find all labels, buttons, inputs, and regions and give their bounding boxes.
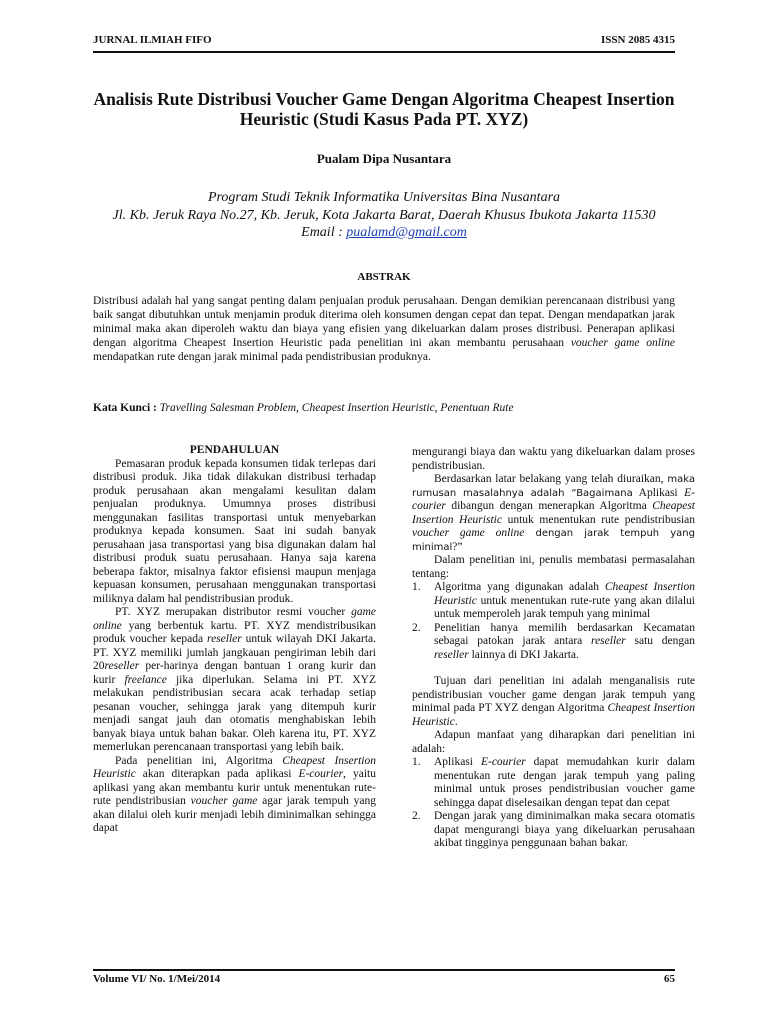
abstract-text: Distribusi adalah hal yang sangat penting dalam penjualan produk perusahaan. Dengan demikian perencanaan distribusi yang baik sangat dibutuhkan untuk menjamin produk diterima oleh konsumen dengan cepat dan tepat. Dengan mendapatkan jarak minimal maka akan diperoleh waktu dan biaya yang efisien yang dikeluarkan dalam proses distribusi. Penerapan aplikasi dengan algoritma Cheapest Insertion Heuristic pada penelitian ini akan membantu perusahaan voucher game online mendapatkan rute dengan jarak minimal pada pendistribusian produknya. [93, 295, 675, 363]
running-footer [93, 973, 675, 989]
header-rule [93, 51, 675, 53]
program-line: Program Studi Teknik Informatika Universitas Bina Nusantara [207, 190, 561, 205]
benefit-list [412, 756, 695, 851]
author-name: Pualam Dipa Nusantara [316, 151, 452, 166]
email-line: Email : pualamd@gmail.com [301, 225, 467, 240]
footer-rule [93, 969, 675, 971]
paragraph: PT. XYZ merupakan distributor resmi voucher game online yang berbentuk kartu. PT. XYZ mendistribusikan produk voucher kepada reseller untuk wilayah DKI Jakarta. PT. XYZ memiliki jumlah jangkauan pengiriman lebih dari 20reseller per-harinya dengan bantuan 1 orang kurir dan kurir freelance jika diperlukan. Selama ini PT. XYZ melakukan pendistribusian secara acak terhadap setiap pesanan voucher, sehingga jarak yang ditempuh kurir menjadi sangat jauh dan otomatis menghabiskan lebih banyak biaya untuk bahan bakar. Oleh karena itu, PT. XYZ memerlukan perencanaan transportasi yang lebih baik. [93, 606, 376, 753]
list-item: 2. Penelitian hanya memilih berdasarkan Kecamatan sebagai patokan jarak antara reseller satu dengan reseller lainnya di DKI Jakarta. [412, 621, 695, 661]
list-item: 1. Algoritma yang digunakan adalah Cheapest Insertion Heuristic untuk menentukan rute-rute yang akan dilalui untuk memperoleh jarak tempuh yang minimal [412, 581, 695, 620]
paragraph: Adapun manfaat yang diharapkan dari penelitian ini adalah: [412, 729, 695, 755]
keywords-text: Travelling Salesman Problem, Cheapest Insertion Heuristic, Penentuan Rute [159, 402, 514, 414]
paragraph: Berdasarkan latar belakang yang telah diuraikan, maka rumusan masalahnya adalah “Bagaimana Aplikasi E-courier dibangun dengan menerapkan Algoritma Cheapest Insertion Heuristic untuk menentukan rute pendistribusian voucher game online dengan jarak tempuh yang minimal?” [412, 473, 695, 553]
paragraph: Pemasaran produk kepada konsumen tidak terlepas dari distribusi produk. Jika tidak dilakukan distribusi terhadap produk perusahaan akan mengalami kesulitan dalam penjualan produknya. Umumnya proses distribusi menggunakan fasilitas transportasi untuk menyebarkan produknya kepada konsumen. Saat ini sudah banyak perusahaan jasa transportasi yang bisa digunakan dalam hal distribusi produk suatu perusahaan. Hanya saja karena beberapa faktor, misalnya faktor efisiensi maupun menjaga kepuasan konsumen, perusahaan menggunakan transportasi miliknya dalam hal pendistribusian produk. [93, 457, 376, 605]
journal-name: JURNAL ILMIAH FIFO [93, 34, 212, 46]
scope-list [412, 581, 695, 662]
list-item: 2. Dengan jarak yang diminimalkan maka secara otomatis dapat mengurangi biaya yang dikeluarkan perusahaan akibat tingginya penggunaan bahan bakar. [412, 810, 695, 849]
list-item: 1. Aplikasi E-courier dapat memudahkan kurir dalam menentukan rute dengan jarak tempuh yang paling minimal untuk proses pendistribusian voucher game sehingga dapat diselesaikan dengan tepat dan cepat [412, 756, 695, 809]
paragraph: mengurangi biaya dan waktu yang dikeluarkan dalam proses pendistribusian. [412, 446, 695, 472]
paper-title: Analisis Rute Distribusi Voucher Game Dengan Algoritma Cheapest Insertion Heuristic (Studi Kasus Pada PT. XYZ) [93, 89, 675, 129]
left-column [93, 444, 376, 836]
abstract-heading: ABSTRAK [357, 271, 411, 283]
section-heading: PENDAHULUAN [189, 444, 280, 456]
address-line: Jl. Kb. Jeruk Raya No.27, Kb. Jeruk, Kota Jakarta Barat, Daerah Khusus Ibukota Jakarta 11530 [112, 207, 656, 223]
paragraph: Dalam penelitian ini, penulis membatasi permasalahan tentang: [412, 554, 695, 580]
volume-info: Volume VI/ No. 1/Mei/2014 [93, 973, 221, 985]
running-header [93, 34, 675, 50]
paragraph: Tujuan dari penelitian ini adalah menganalisis rute pendistribusian voucher game dengan jarak tempuh yang minimal pada PT XYZ dengan Algoritma Cheapest Insertion Heuristic. [412, 675, 696, 728]
issn: ISSN 2085 4315 [601, 34, 675, 46]
keywords [93, 401, 675, 415]
page-number: 65 [664, 973, 675, 985]
right-column [412, 446, 695, 851]
email-link[interactable]: pualamd@gmail.com [346, 225, 467, 240]
paragraph: Pada penelitian ini, Algoritma Cheapest Insertion Heuristic akan diterapkan pada aplikasi E-courier, yaitu aplikasi yang akan membantu kurir untuk menentukan rute-rute pendistribusian voucher game agar jarak tempuh yang akan dilalui oleh kurir menjadi lebih diminimalkan sehingga dapat [93, 754, 377, 834]
keywords-label: Kata Kunci : [93, 402, 160, 414]
affiliation [93, 189, 675, 242]
